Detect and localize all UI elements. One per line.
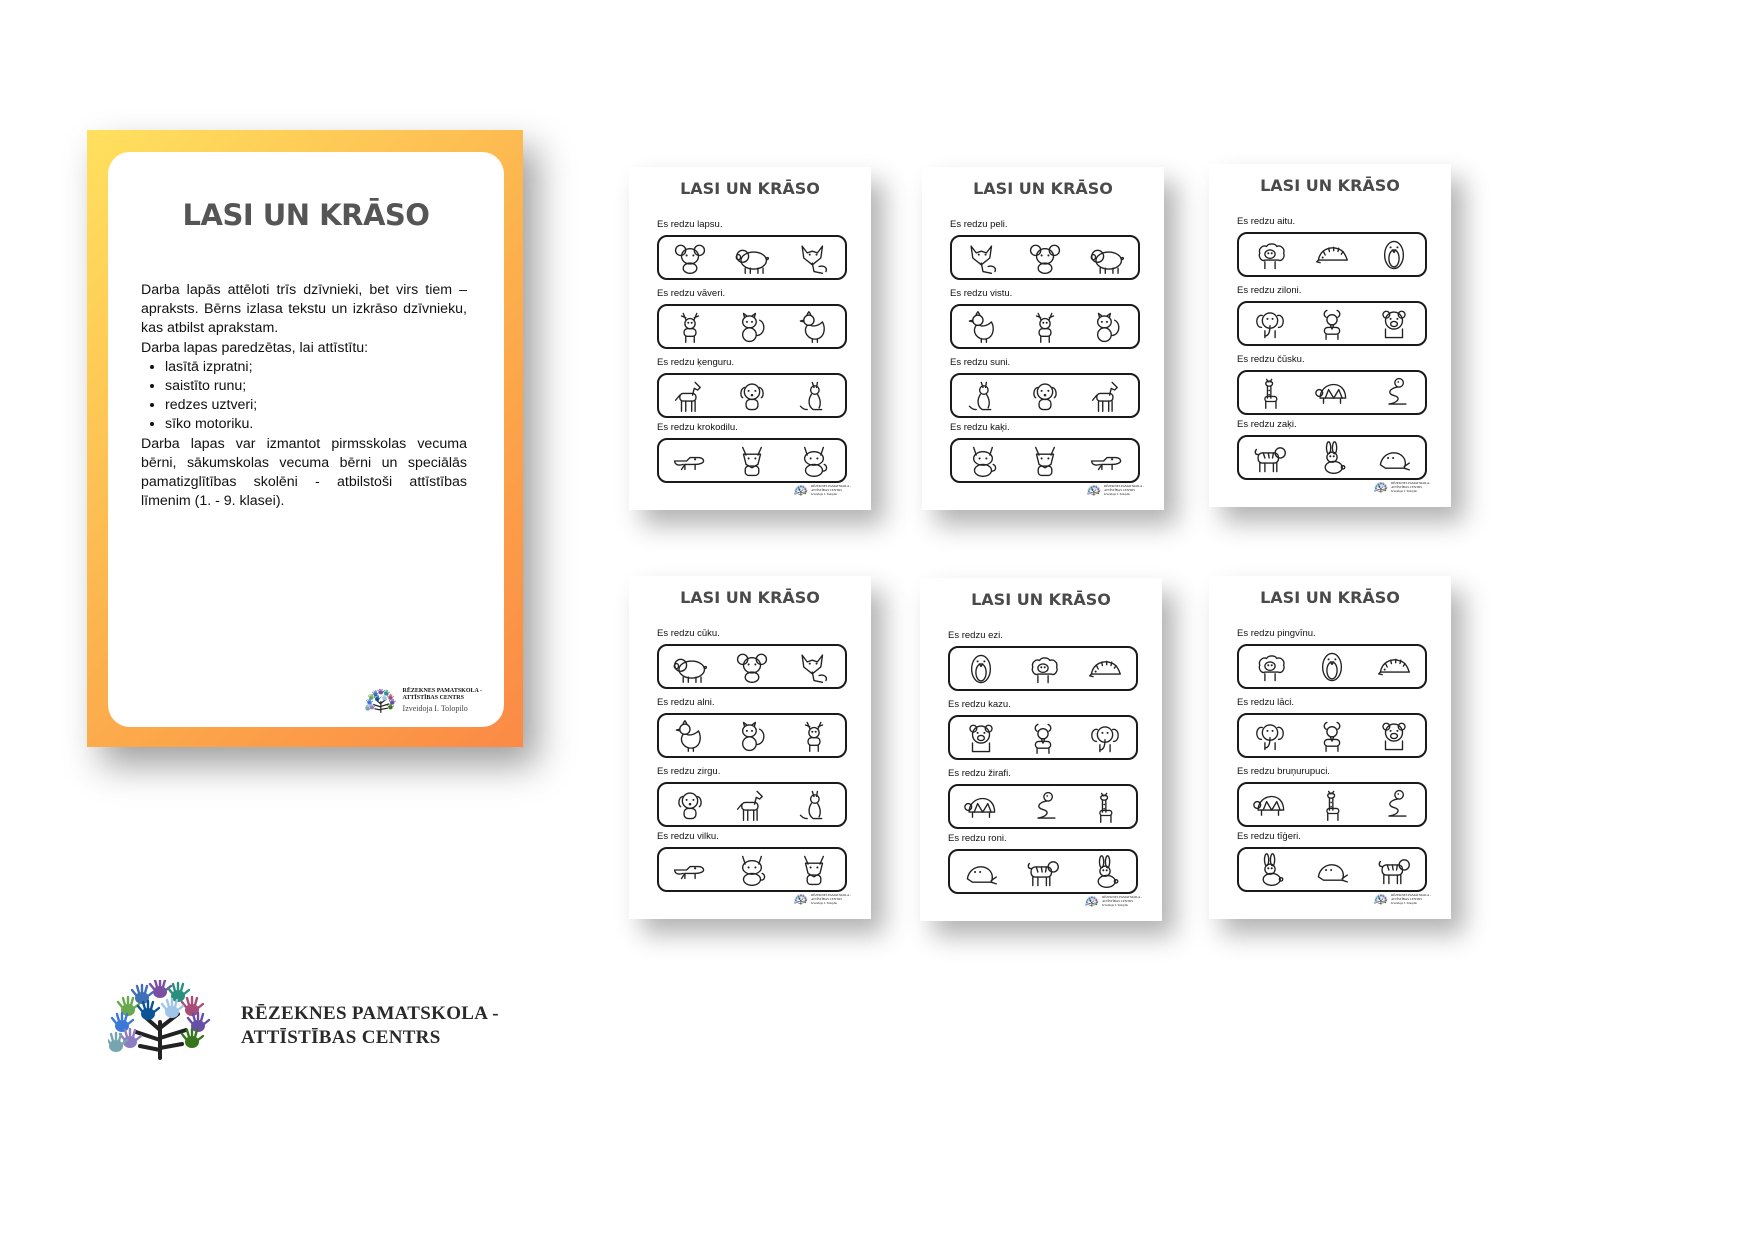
- animal-choice-box: [950, 373, 1140, 418]
- worksheet-prompt: Es redzu kaķi.: [950, 422, 1010, 433]
- animal-picture: [966, 444, 1000, 478]
- hen-icon: [966, 310, 1000, 344]
- animal-picture: [1253, 376, 1287, 410]
- animal-picture: [966, 379, 1000, 413]
- worksheet-row: [1237, 216, 1429, 277]
- worksheet-title: LASI UN KRĀSO: [971, 590, 1111, 609]
- animal-picture: [797, 788, 831, 822]
- cover-bullet: • lasītā izpratni;: [165, 358, 467, 377]
- worksheet-row: [657, 219, 849, 280]
- worksheet-prompt: Es redzu cūku.: [657, 628, 720, 639]
- animal-picture: [964, 855, 998, 889]
- animal-picture: [735, 650, 769, 684]
- footer-org-line-1: RĒZEKNES PAMATSKOLA -: [1102, 895, 1142, 899]
- fox-icon: [797, 650, 831, 684]
- animal-picture: [1028, 379, 1062, 413]
- worksheet-prompt: Es redzu vāveri.: [657, 288, 726, 299]
- animal-picture: [1377, 853, 1411, 887]
- elephant-icon: [1253, 719, 1287, 753]
- worksheet-prompt: Es redzu aitu.: [1237, 216, 1296, 227]
- cover-description: [141, 281, 467, 511]
- dog-icon: [1028, 379, 1062, 413]
- animal-picture: [735, 379, 769, 413]
- animal-choice-box: [657, 782, 847, 827]
- animal-picture: [1088, 855, 1122, 889]
- footer-org-line-2: ATTĪSTĪBAS CENTRS: [1102, 899, 1133, 903]
- animal-choice-box: [657, 847, 847, 892]
- worksheet-prompt: Es redzu pingvīnu.: [1237, 628, 1316, 639]
- worksheet-prompt: Es redzu suni.: [950, 357, 1011, 368]
- school-name-line-1: RĒZEKNES PAMATSKOLA -: [241, 1003, 499, 1024]
- animal-choice-box: [1237, 232, 1427, 277]
- footer-org-line-2: ATTĪSTĪBAS CENTRS: [1391, 485, 1422, 489]
- animal-choice-box: [950, 235, 1140, 280]
- animal-picture: [1253, 719, 1287, 753]
- worksheet-title: LASI UN KRĀSO: [1260, 588, 1400, 607]
- turtle-icon: [1315, 376, 1349, 410]
- worksheet-prompt: Es redzu čūsku.: [1237, 354, 1305, 365]
- kangaroo-icon: [797, 379, 831, 413]
- pig-icon: [735, 241, 769, 275]
- worksheet-prompt: Es redzu žirafi.: [948, 768, 1011, 779]
- seal-icon: [964, 855, 998, 889]
- animal-choice-box: [948, 646, 1138, 691]
- animal-picture: [735, 310, 769, 344]
- rabbit-icon: [1315, 441, 1349, 475]
- animal-picture: [1088, 721, 1122, 755]
- animal-choice-box: [948, 784, 1138, 829]
- tiger-icon: [1253, 441, 1287, 475]
- cover-logo-org-line-1: RĒZEKNES PAMATSKOLA -: [402, 688, 482, 694]
- turtle-icon: [964, 790, 998, 824]
- horse-icon: [673, 379, 707, 413]
- animal-picture: [735, 719, 769, 753]
- tiger-icon: [1377, 853, 1411, 887]
- cover-paragraph-2: Darba lapas paredzētas, lai attīstītu:: [141, 339, 369, 356]
- animal-picture: [1253, 238, 1287, 272]
- sheep-icon: [1026, 652, 1060, 686]
- animal-picture: [673, 310, 707, 344]
- animal-picture: [1028, 444, 1062, 478]
- animal-picture: [1028, 241, 1062, 275]
- animal-picture: [1315, 719, 1349, 753]
- dog-icon: [735, 379, 769, 413]
- horse-icon: [735, 788, 769, 822]
- animal-picture: [1088, 652, 1122, 686]
- cover-logo-author: Izveidoja I. Tolopilo: [402, 704, 468, 713]
- sheep-icon: [1253, 238, 1287, 272]
- squirrel-icon: [1090, 310, 1124, 344]
- animal-picture: [1253, 788, 1287, 822]
- animal-picture: [1253, 650, 1287, 684]
- animal-picture: [1253, 307, 1287, 341]
- snake-icon: [1377, 788, 1411, 822]
- worksheet-row: [948, 699, 1140, 760]
- rabbit-icon: [1253, 853, 1287, 887]
- worksheet-prompt: Es redzu roni.: [948, 833, 1007, 844]
- squirrel-icon: [735, 719, 769, 753]
- worksheet-row: [657, 422, 849, 483]
- cover-bullet: • saistīto runu;: [165, 377, 467, 396]
- animal-picture: [1028, 310, 1062, 344]
- goat-icon: [1315, 307, 1349, 341]
- animal-picture: [735, 241, 769, 275]
- animal-picture: [673, 379, 707, 413]
- mouse-icon: [673, 241, 707, 275]
- animal-picture: [966, 310, 1000, 344]
- dog-icon: [673, 788, 707, 822]
- worksheet-row: [1237, 628, 1429, 689]
- tiger-icon: [1026, 855, 1060, 889]
- worksheet-footer-logo: [1374, 481, 1431, 493]
- worksheet-title: LASI UN KRĀSO: [680, 179, 820, 198]
- animal-picture: [1026, 855, 1060, 889]
- cat-icon: [735, 853, 769, 887]
- bear-icon: [1377, 307, 1411, 341]
- animal-picture: [964, 721, 998, 755]
- cat-icon: [797, 444, 831, 478]
- worksheet-prompt: Es redzu zirgu.: [657, 766, 721, 777]
- animal-picture: [1315, 441, 1349, 475]
- animal-picture: [797, 719, 831, 753]
- horse-icon: [1090, 379, 1124, 413]
- worksheet-prompt: Es redzu lapsu.: [657, 219, 723, 230]
- animal-choice-box: [657, 713, 847, 758]
- animal-picture: [735, 788, 769, 822]
- animal-picture: [1377, 441, 1411, 475]
- tree-hands-icon: [365, 689, 397, 713]
- animal-picture: [1090, 379, 1124, 413]
- bear-icon: [964, 721, 998, 755]
- cover-bullet: • redzes uztveri;: [165, 396, 467, 415]
- animal-picture: [735, 853, 769, 887]
- mouse-icon: [735, 650, 769, 684]
- worksheet-prompt: Es redzu bruņurupuci.: [1237, 766, 1330, 777]
- worksheet-row: [1237, 354, 1429, 415]
- elephant-icon: [1088, 721, 1122, 755]
- hedgehog-icon: [1315, 238, 1349, 272]
- bear-icon: [1377, 719, 1411, 753]
- worksheet-thumbnail: [1209, 164, 1451, 507]
- giraffe-icon: [1088, 790, 1122, 824]
- worksheet-prompt: Es redzu ķenguru.: [657, 357, 735, 368]
- seal-icon: [1315, 853, 1349, 887]
- school-name-line-2: ATTĪSTĪBAS CENTRS: [241, 1027, 441, 1048]
- worksheet-footer-logo: [1374, 893, 1431, 905]
- footer-org-line-2: ATTĪSTĪBAS CENTRS: [1104, 488, 1135, 492]
- cover-bullet-list: [141, 358, 467, 435]
- mouse-icon: [1028, 241, 1062, 275]
- worksheet-row: [1237, 766, 1429, 827]
- footer-org-line-2: ATTĪSTĪBAS CENTRS: [811, 897, 842, 901]
- worksheet-thumbnail: [629, 576, 871, 919]
- tree-hands-icon: [1374, 894, 1388, 905]
- worksheet-row: [657, 288, 849, 349]
- worksheet-thumbnail: [1209, 576, 1451, 919]
- animal-picture: [1315, 853, 1349, 887]
- tree-hands-icon: [794, 894, 808, 905]
- worksheet-row: [950, 422, 1142, 483]
- animal-picture: [964, 652, 998, 686]
- worksheet-row: [657, 697, 849, 758]
- worksheet-footer-logo: [1085, 895, 1142, 907]
- animal-picture: [1377, 307, 1411, 341]
- penguin-icon: [1377, 238, 1411, 272]
- animal-picture: [1315, 376, 1349, 410]
- worksheet-prompt: Es redzu ezi.: [948, 630, 1003, 641]
- school-name: [241, 1002, 499, 1050]
- worksheet-footer-logo: [794, 893, 851, 905]
- animal-picture: [1377, 788, 1411, 822]
- worksheet-row: [1237, 419, 1429, 480]
- worksheet-prompt: Es redzu vistu.: [950, 288, 1013, 299]
- worksheet-prompt: Es redzu lāci.: [1237, 697, 1295, 708]
- turtle-icon: [1253, 788, 1287, 822]
- penguin-icon: [1315, 650, 1349, 684]
- animal-choice-box: [657, 644, 847, 689]
- worksheet-row: [1237, 831, 1429, 892]
- cover-logo-org-line-2: ATTĪSTĪBAS CENTRS: [402, 695, 464, 701]
- animal-choice-box: [1237, 847, 1427, 892]
- animal-picture: [1090, 310, 1124, 344]
- wolf-icon: [797, 853, 831, 887]
- worksheet-thumbnail: [629, 167, 871, 510]
- animal-picture: [1315, 650, 1349, 684]
- tree-hands-icon: [1085, 896, 1099, 907]
- worksheet-prompt: Es redzu zaķi.: [1237, 419, 1297, 430]
- animal-picture: [1315, 307, 1349, 341]
- hedgehog-icon: [1088, 652, 1122, 686]
- worksheet-prompt: Es redzu krokodilu.: [657, 422, 738, 433]
- sheep-icon: [1253, 650, 1287, 684]
- pig-icon: [673, 650, 707, 684]
- giraffe-icon: [1315, 788, 1349, 822]
- tree-hands-icon: [1374, 482, 1388, 493]
- animal-choice-box: [948, 715, 1138, 760]
- animal-picture: [1026, 790, 1060, 824]
- worksheet-row: [950, 288, 1142, 349]
- animal-choice-box: [1237, 644, 1427, 689]
- animal-choice-box: [1237, 301, 1427, 346]
- worksheet-row: [1237, 697, 1429, 758]
- worksheet-row: [657, 831, 849, 892]
- animal-picture: [966, 241, 1000, 275]
- cover-paragraph-1: Darba lapās attēloti trīs dzīvnieki, bet virs tiem – apraksts. Bērns izlasa tekstu un izkrāso dzīvnieku, kas atbilst aprakstam.: [141, 282, 467, 337]
- footer-author: Izveidoja I. Tolopilo: [811, 901, 838, 905]
- animal-picture: [797, 241, 831, 275]
- animal-choice-box: [657, 235, 847, 280]
- worksheet-prompt: Es redzu peli.: [950, 219, 1008, 230]
- worksheet-row: [948, 630, 1140, 691]
- cover-school-logo: [365, 688, 482, 713]
- animal-picture: [1090, 444, 1124, 478]
- crocodile-icon: [673, 444, 707, 478]
- footer-org-line-1: RĒZEKNES PAMATSKOLA -: [1391, 893, 1431, 897]
- animal-picture: [1377, 238, 1411, 272]
- hen-icon: [673, 719, 707, 753]
- animal-picture: [797, 444, 831, 478]
- hen-icon: [797, 310, 831, 344]
- squirrel-icon: [735, 310, 769, 344]
- worksheet-thumbnail: [920, 578, 1162, 921]
- animal-choice-box: [657, 438, 847, 483]
- footer-author: Izveidoja I. Tolopilo: [1391, 489, 1418, 493]
- animal-picture: [1315, 238, 1349, 272]
- animal-choice-box: [950, 438, 1140, 483]
- snake-icon: [1377, 376, 1411, 410]
- school-logo-tree-icon: [108, 980, 213, 1060]
- animal-picture: [673, 853, 707, 887]
- worksheet-prompt: Es redzu alni.: [657, 697, 715, 708]
- cover-bullet: • sīko motoriku.: [165, 415, 467, 434]
- animal-picture: [1026, 721, 1060, 755]
- footer-org-line-1: RĒZEKNES PAMATSKOLA -: [811, 484, 851, 488]
- animal-picture: [1253, 441, 1287, 475]
- animal-picture: [797, 310, 831, 344]
- cover-card: [87, 130, 523, 747]
- cover-paragraph-3: Darba lapas var izmantot pirmsskolas vecuma bērni, sākumskolas vecuma bērni un speciālās pamatizglītības skolēni - atbilstoši attīstības līmenim (1. - 9. klasei).: [141, 435, 467, 510]
- footer-author: Izveidoja I. Tolopilo: [811, 492, 838, 496]
- worksheet-title: LASI UN KRĀSO: [1260, 176, 1400, 195]
- animal-picture: [964, 790, 998, 824]
- worksheet-footer-logo: [794, 484, 851, 496]
- animal-picture: [797, 379, 831, 413]
- animal-picture: [797, 853, 831, 887]
- kangaroo-icon: [966, 379, 1000, 413]
- hedgehog-icon: [1377, 650, 1411, 684]
- animal-choice-box: [1237, 435, 1427, 480]
- seal-icon: [1377, 441, 1411, 475]
- pig-icon: [1090, 241, 1124, 275]
- footer-author: Izveidoja I. Tolopilo: [1104, 492, 1131, 496]
- worksheet-thumbnail: [922, 167, 1164, 510]
- worksheet-row: [950, 357, 1142, 418]
- animal-picture: [1377, 376, 1411, 410]
- animal-choice-box: [1237, 370, 1427, 415]
- worksheet-row: [657, 628, 849, 689]
- worksheet-row: [1237, 285, 1429, 346]
- animal-choice-box: [657, 304, 847, 349]
- animal-picture: [673, 719, 707, 753]
- cover-inner-page: [108, 152, 504, 727]
- deer-icon: [797, 719, 831, 753]
- worksheet-row: [657, 357, 849, 418]
- snake-icon: [1026, 790, 1060, 824]
- animal-picture: [1377, 719, 1411, 753]
- deer-icon: [673, 310, 707, 344]
- footer-org-line-1: RĒZEKNES PAMATSKOLA -: [1391, 481, 1431, 485]
- worksheet-row: [948, 768, 1140, 829]
- animal-choice-box: [1237, 782, 1427, 827]
- footer-author: Izveidoja I. Tolopilo: [1391, 901, 1418, 905]
- cover-title: LASI UN KRĀSO: [182, 198, 430, 232]
- tree-hands-icon: [1087, 485, 1101, 496]
- animal-picture: [1026, 652, 1060, 686]
- animal-picture: [1253, 853, 1287, 887]
- tree-hands-icon: [794, 485, 808, 496]
- footer-org-line-2: ATTĪSTĪBAS CENTRS: [811, 488, 842, 492]
- worksheet-prompt: Es redzu vilku.: [657, 831, 719, 842]
- animal-picture: [673, 241, 707, 275]
- cat-icon: [966, 444, 1000, 478]
- worksheet-row: [657, 766, 849, 827]
- animal-picture: [673, 444, 707, 478]
- worksheet-prompt: Es redzu tīģeri.: [1237, 831, 1301, 842]
- wolf-icon: [735, 444, 769, 478]
- crocodile-icon: [673, 853, 707, 887]
- animal-choice-box: [657, 373, 847, 418]
- footer-author: Izveidoja I. Tolopilo: [1102, 903, 1129, 907]
- worksheet-title: LASI UN KRĀSO: [680, 588, 820, 607]
- footer-org-line-2: ATTĪSTĪBAS CENTRS: [1391, 897, 1422, 901]
- animal-picture: [673, 788, 707, 822]
- animal-choice-box: [1237, 713, 1427, 758]
- worksheet-footer-logo: [1087, 484, 1144, 496]
- goat-icon: [1315, 719, 1349, 753]
- worksheet-prompt: Es redzu kazu.: [948, 699, 1011, 710]
- animal-picture: [735, 444, 769, 478]
- animal-picture: [1315, 788, 1349, 822]
- animal-picture: [1088, 790, 1122, 824]
- worksheet-prompt: Es redzu ziloni.: [1237, 285, 1302, 296]
- worksheet-row: [950, 219, 1142, 280]
- crocodile-icon: [1090, 444, 1124, 478]
- wolf-icon: [1028, 444, 1062, 478]
- animal-picture: [797, 650, 831, 684]
- animal-picture: [1090, 241, 1124, 275]
- goat-icon: [1026, 721, 1060, 755]
- giraffe-icon: [1253, 376, 1287, 410]
- fox-icon: [966, 241, 1000, 275]
- rabbit-icon: [1088, 855, 1122, 889]
- footer-org-line-1: RĒZEKNES PAMATSKOLA -: [1104, 484, 1144, 488]
- animal-picture: [673, 650, 707, 684]
- animal-picture: [1377, 650, 1411, 684]
- worksheet-row: [948, 833, 1140, 894]
- deer-icon: [1028, 310, 1062, 344]
- animal-choice-box: [950, 304, 1140, 349]
- footer-org-line-1: RĒZEKNES PAMATSKOLA -: [811, 893, 851, 897]
- animal-choice-box: [948, 849, 1138, 894]
- penguin-icon: [964, 652, 998, 686]
- fox-icon: [797, 241, 831, 275]
- elephant-icon: [1253, 307, 1287, 341]
- worksheet-title: LASI UN KRĀSO: [973, 179, 1113, 198]
- kangaroo-icon: [797, 788, 831, 822]
